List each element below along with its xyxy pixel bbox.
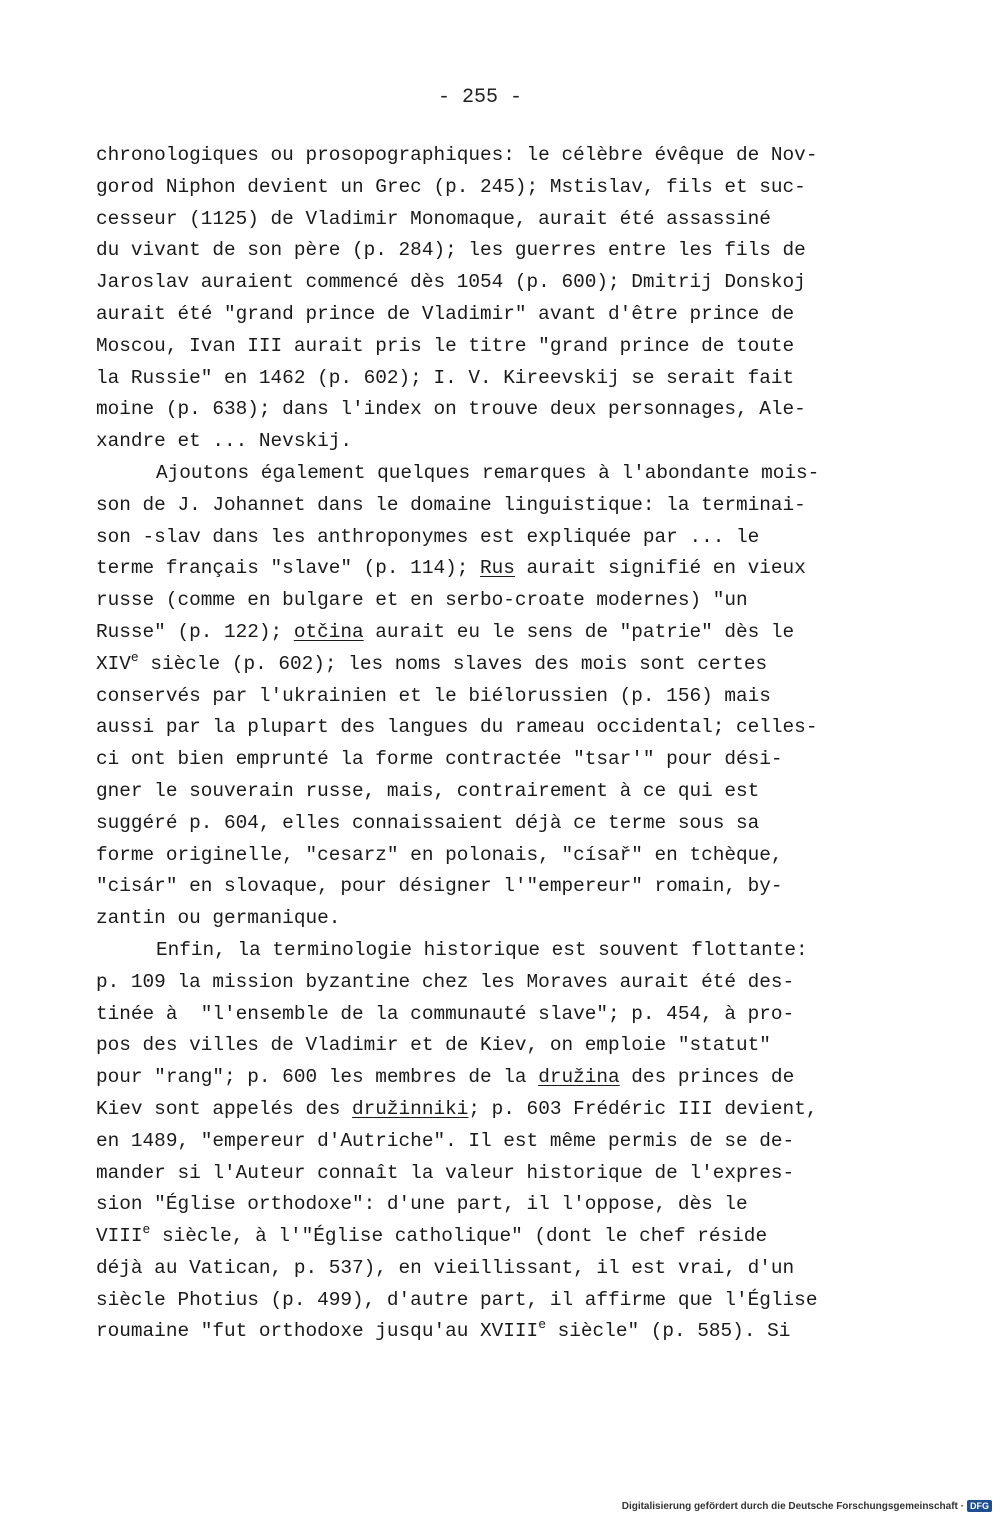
text-line (96, 712, 896, 744)
text-segment: Russe" (p. 122); (96, 620, 294, 643)
text-segment: Jaroslav auraient commencé dès 1054 (p. 600); Dmitrij Donskoj (96, 271, 806, 294)
text-segment: sion "Église orthodoxe": d'une part, il l'oppose, dès le (96, 1193, 748, 1216)
underlined-term: Rus (480, 557, 515, 580)
text-segment: moine (p. 638); dans l'index on trouve deux personnages, Ale- (96, 398, 806, 421)
underlined-term: družinniki (352, 1097, 469, 1120)
paragraph (96, 140, 896, 458)
text-segment: siècle" (p. 585). Si (546, 1320, 791, 1343)
text-segment: déjà au Vatican, p. 537), en vieillissant, il est vrai, d'un (96, 1256, 795, 1279)
text-line (96, 1221, 896, 1253)
text-line (96, 935, 896, 967)
text-line (96, 871, 896, 903)
text-segment: "cisár" en slovaque, pour désigner l'"empereur" romain, by- (96, 875, 783, 898)
text-line (96, 331, 896, 363)
text-segment: chronologiques ou prosopographiques: le célèbre évêque de Nov- (96, 144, 818, 166)
paragraph (96, 935, 896, 1348)
text-line (96, 235, 896, 267)
text-segment: du vivant de son père (p. 284); les guerres entre les fils de (96, 239, 806, 262)
text-line (96, 649, 896, 681)
text-line (96, 1316, 896, 1348)
text-line (96, 617, 896, 649)
text-line (96, 585, 896, 617)
text-line (96, 553, 896, 585)
text-line (96, 267, 896, 299)
text-line (96, 140, 896, 172)
text-line (96, 967, 896, 999)
superscript: e (142, 1222, 151, 1238)
text-segment: gorod Niphon devient un Grec (p. 245); Mstislav, fils et suc- (96, 175, 806, 198)
text-line (96, 394, 896, 426)
text-line (96, 903, 896, 935)
text-segment: VIII (96, 1225, 143, 1248)
text-line (96, 1094, 896, 1126)
text-segment: siècle, à l'"Église catholique" (dont le chef réside (150, 1225, 768, 1248)
text-segment: son -slav dans les anthroponymes est expliquée par ... le (96, 525, 760, 548)
digitization-credit (622, 1498, 992, 1514)
text-segment: xandre et ... Nevskij. (96, 430, 352, 453)
body-text (96, 140, 896, 1348)
text-segment: pour "rang"; p. 600 les membres de la (96, 1066, 539, 1089)
text-line (96, 744, 896, 776)
text-segment: aurait signifié en vieux (514, 557, 806, 580)
text-segment: siècle (p. 602); les noms slaves des mois sont certes (138, 652, 768, 675)
text-line (96, 681, 896, 713)
text-segment: cesseur (1125) de Vladimir Monomaque, aurait été assassiné (96, 207, 771, 230)
text-segment: Ajoutons également quelques remarques à l'abondante mois- (156, 461, 820, 484)
text-line (96, 808, 896, 840)
text-segment: la Russie" en 1462 (p. 602); I. V. Kireevskij se serait fait (96, 366, 795, 389)
text-segment: forme originelle, "cesarz" en polonais, "císař" en tchèque, (96, 843, 783, 866)
text-line (96, 204, 896, 236)
text-segment: mander si l'Auteur connaît la valeur historique de l'expres- (96, 1161, 795, 1184)
text-segment: suggéré p. 604, elles connaissaient déjà ce terme sous sa (96, 811, 760, 834)
text-segment: ; p. 603 Frédéric III devient, (468, 1097, 818, 1120)
text-line (96, 1285, 896, 1317)
text-segment: ci ont bien emprunté la forme contractée "tsar'" pour dési- (96, 748, 783, 771)
superscript: e (538, 1317, 546, 1333)
text-line (96, 1158, 896, 1190)
text-line (96, 776, 896, 808)
text-line (96, 458, 896, 490)
text-segment: zantin ou germanique. (96, 907, 341, 930)
text-segment: des princes de (619, 1066, 795, 1089)
text-segment: Kiev sont appelés des (96, 1097, 352, 1120)
text-line (96, 1030, 896, 1062)
text-segment: tinée à "l'ensemble de la communauté slave"; p. 454, à pro- (96, 1002, 795, 1025)
text-line (96, 1062, 896, 1094)
text-segment: aurait eu le sens de "patrie" dès le (363, 620, 795, 643)
text-line (96, 1253, 896, 1285)
text-segment: aurait été "grand prince de Vladimir" avant d'être prince de (96, 302, 795, 325)
text-line (96, 490, 896, 522)
text-segment: terme français "slave" (p. 114); (96, 557, 480, 580)
text-segment: siècle Photius (p. 499), d'autre part, il affirme que l'Église (96, 1288, 818, 1311)
text-segment: son de J. Johannet dans le domaine linguistique: la terminai- (96, 493, 806, 516)
underlined-term: otčina (293, 620, 364, 643)
text-segment: XIV (96, 652, 131, 675)
text-segment: en 1489, "empereur d'Autriche". Il est même permis de se de- (96, 1129, 795, 1152)
text-segment: gner le souverain russe, mais, contrairement à ce qui est (96, 779, 760, 802)
text-line (96, 299, 896, 331)
text-segment: p. 109 la mission byzantine chez les Moraves aurait été des- (96, 970, 795, 993)
text-line (96, 840, 896, 872)
page-number: - 255 - (437, 86, 522, 109)
text-line (96, 1126, 896, 1158)
text-segment: pos des villes de Vladimir et de Kiev, on emploie "statut" (96, 1034, 771, 1057)
text-line (96, 426, 896, 458)
text-line (96, 522, 896, 554)
text-line (96, 1189, 896, 1221)
superscript: e (130, 649, 139, 665)
text-line (96, 172, 896, 204)
text-segment: roumaine "fut orthodoxe jusqu'au XVIII (96, 1320, 539, 1343)
text-segment: Moscou, Ivan III aurait pris le titre "grand prince de toute (96, 334, 795, 357)
paragraph (96, 458, 896, 935)
text-segment: aussi par la plupart des langues du rameau occidental; celles- (96, 716, 818, 739)
text-line (96, 999, 896, 1031)
dfg-logo: DFG (967, 1500, 992, 1512)
text-segment: Enfin, la terminologie historique est souvent flottante: (156, 938, 808, 961)
footer-text: Digitalisierung gefördert durch die Deutsche Forschungsgemeinschaft · (621, 1500, 964, 1512)
text-segment: russe (comme en bulgare et en serbo-croate modernes) "un (96, 589, 748, 612)
text-line (96, 363, 896, 395)
text-segment: conservés par l'ukrainien et le biélorussien (p. 156) mais (96, 684, 771, 707)
underlined-term: družina (538, 1066, 620, 1089)
